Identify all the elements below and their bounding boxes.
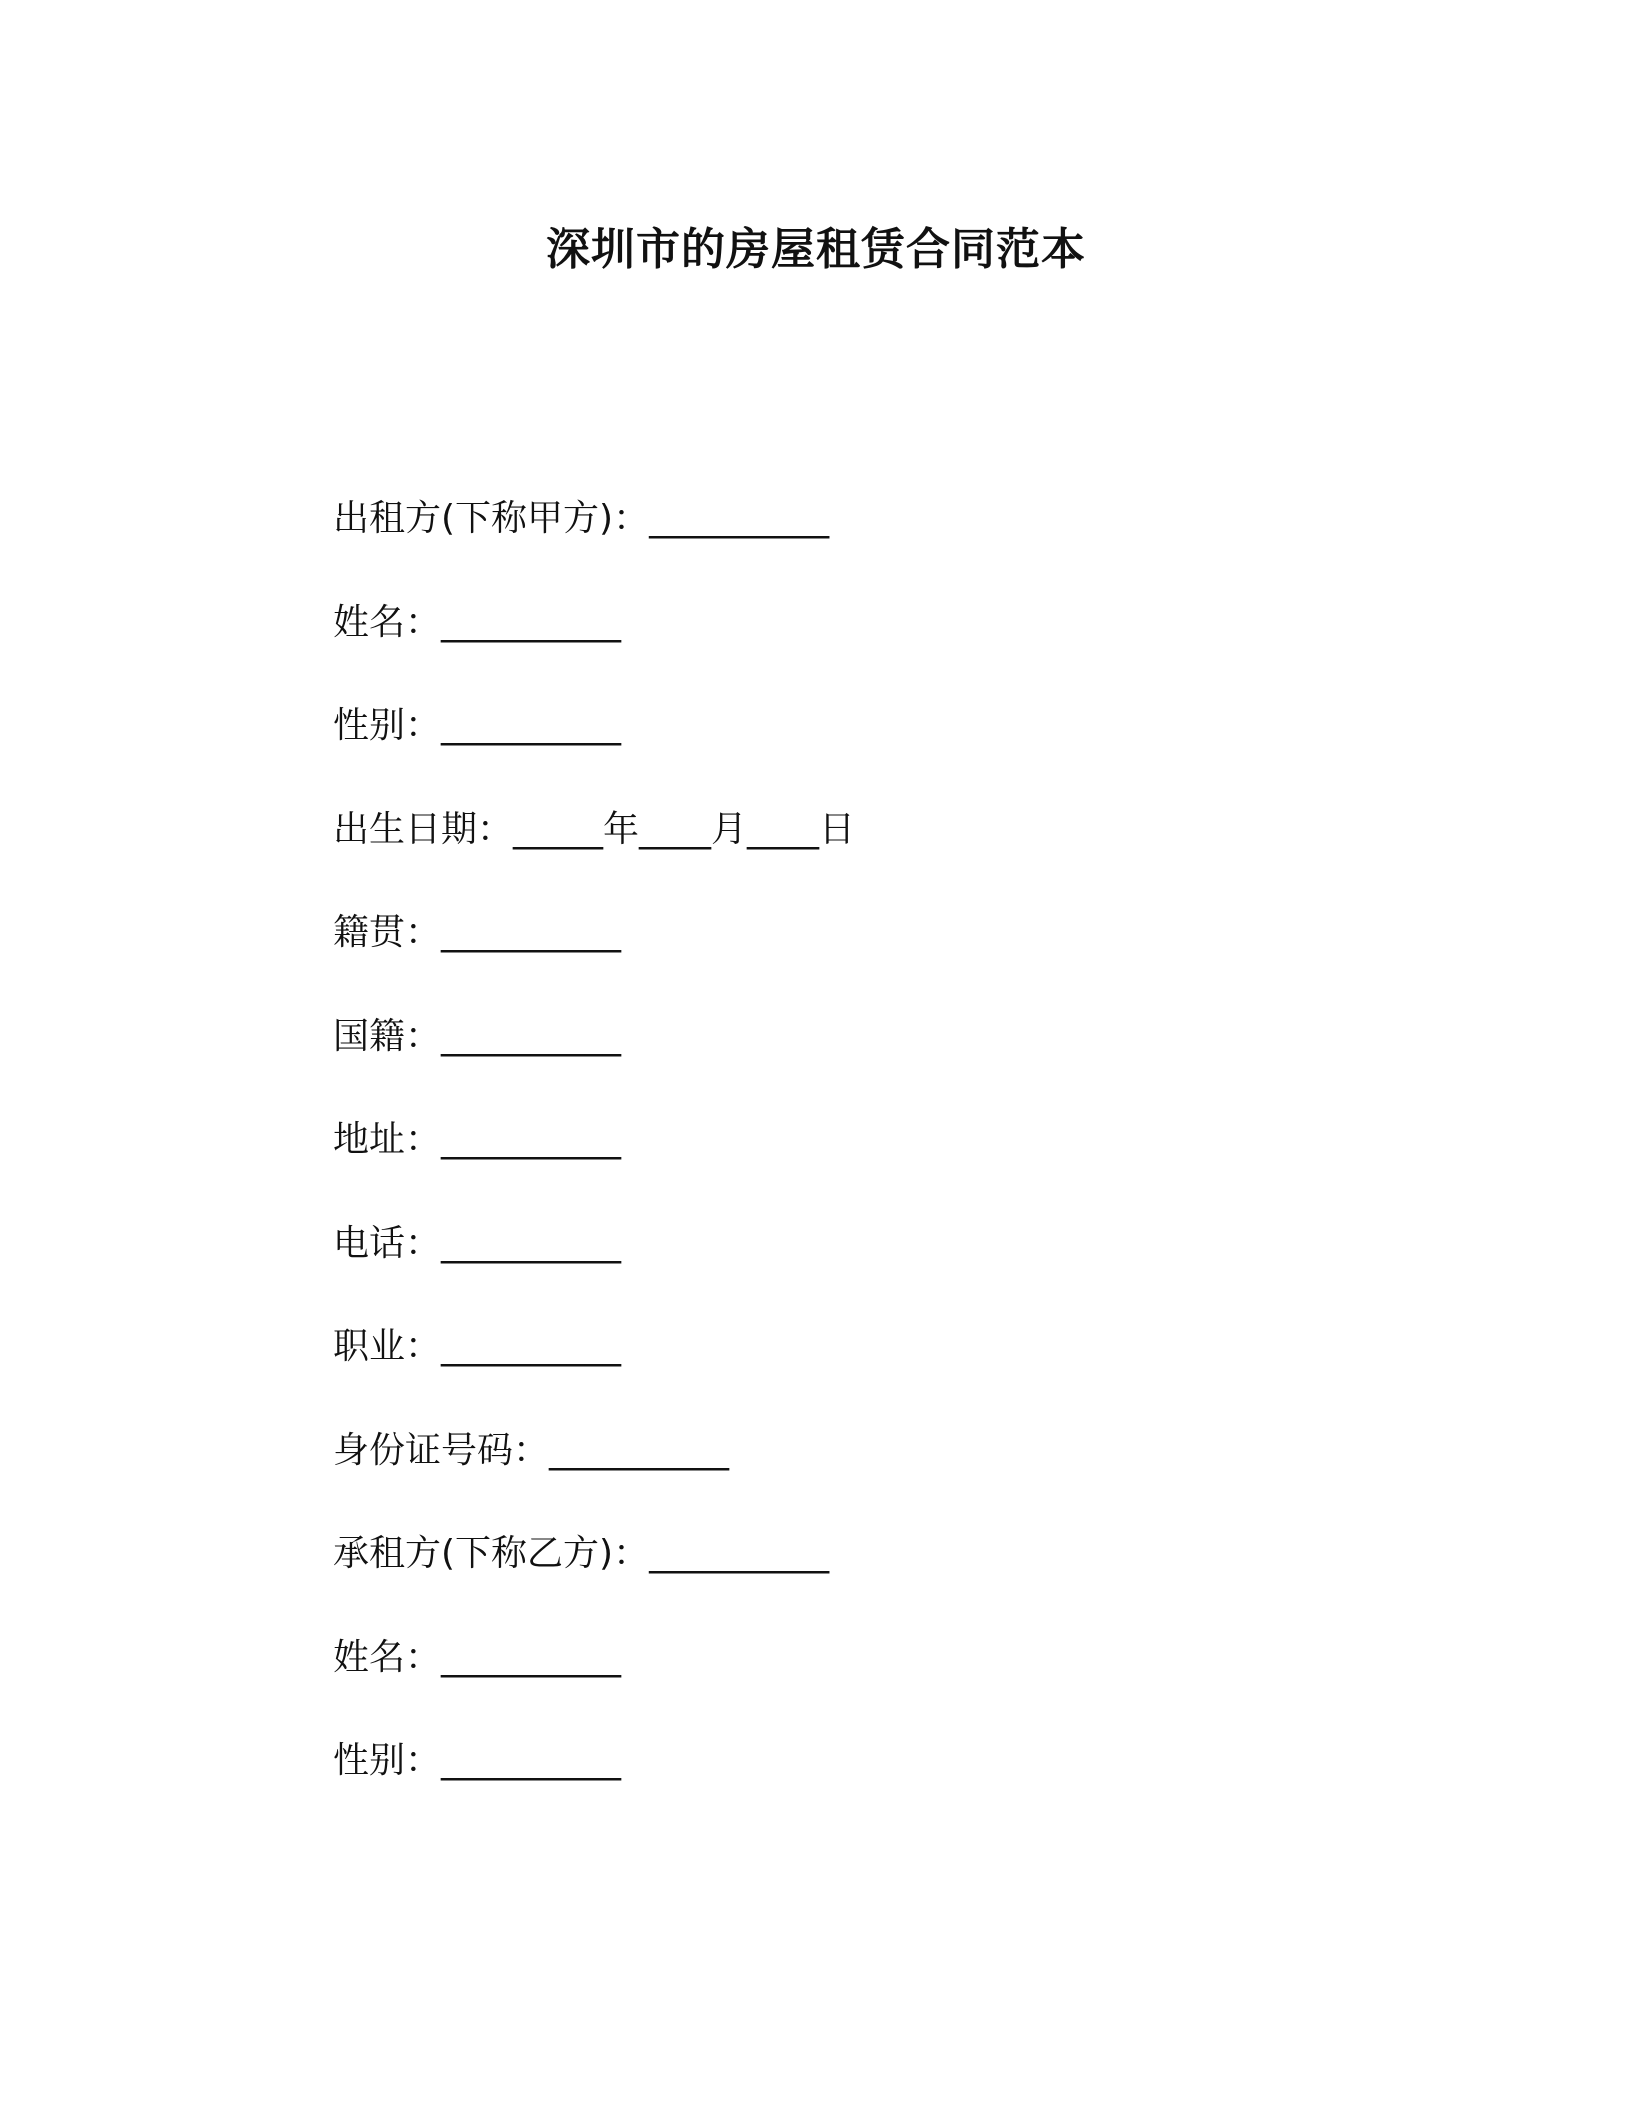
field-lessee-name: 姓名：__________ bbox=[333, 1636, 622, 1678]
field-lessor-birthdate: 出生日期：_____年____月____日 bbox=[333, 808, 856, 850]
field-lessor-phone: 电话：__________ bbox=[333, 1222, 622, 1264]
document-title: 深圳市的房屋租赁合同范本 bbox=[546, 224, 1086, 275]
field-lessee-gender: 性别：__________ bbox=[333, 1740, 622, 1781]
field-lessor-occupation: 职业：__________ bbox=[333, 1326, 622, 1367]
field-lessor-address: 地址：__________ bbox=[333, 1119, 622, 1160]
field-lessor-gender: 性别：__________ bbox=[333, 705, 622, 746]
field-lessor-nationality: 国籍：__________ bbox=[333, 1015, 622, 1057]
field-lessor-native-place: 籍贯：__________ bbox=[333, 912, 622, 953]
field-lessor-id-number: 身份证号码：__________ bbox=[333, 1429, 730, 1471]
field-lessee-party: 承租方(下称乙方)：__________ bbox=[333, 1533, 830, 1574]
party-info-list bbox=[333, 492, 1433, 1838]
field-lessor-party: 出租方(下称甲方)：__________ bbox=[333, 498, 830, 539]
field-lessor-name: 姓名：__________ bbox=[333, 601, 622, 643]
